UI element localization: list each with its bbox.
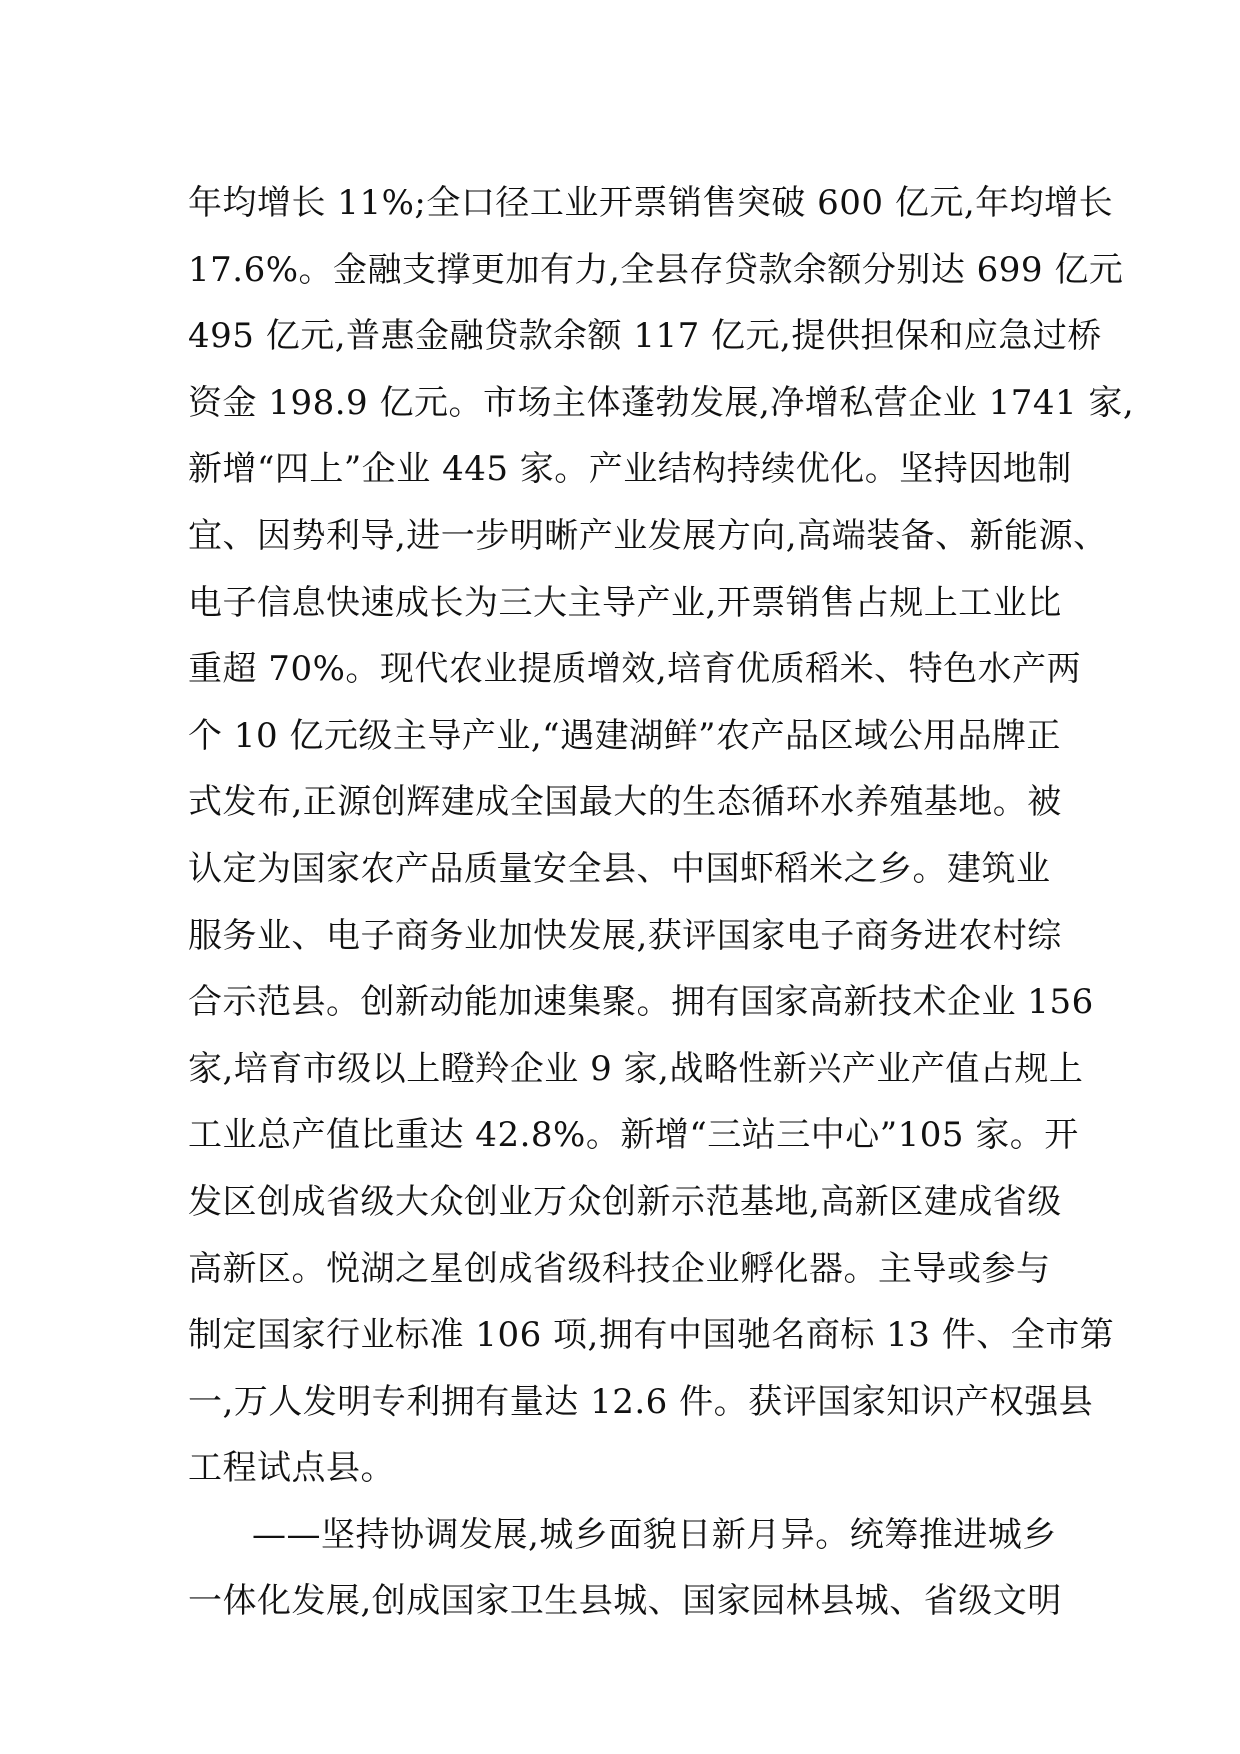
text-line: 新增“四上”企业 445 家。产业结构持续优化。坚持因地制 [188,449,1072,490]
text-line: 式发布,正源创辉建成全国最大的生态循环水养殖基地。被 [188,782,1062,823]
text-line: 宜、因势利导,进一步明晰产业发展方向,高端装备、新能源、 [188,515,1108,556]
text-line: 重超 70%。现代农业提质增效,培育优质稻米、特色水产两 [188,649,1082,690]
text-line: 高新区。悦湖之星创成省级科技企业孵化器。主导或参与 [188,1248,1051,1289]
paragraph-start-line: ——坚持协调发展,城乡面貌日新月异。统筹推进城乡 [252,1514,1057,1555]
text-line: 服务业、电子商务业加快发展,获评国家电子商务进农村综 [188,915,1062,956]
text-line: 制定国家行业标准 106 项,拥有中国驰名商标 13 件、全市第 [188,1315,1115,1356]
text-line: 年均增长 11%;全口径工业开票销售突破 600 亿元,年均增长 [188,183,1114,223]
text-line: 个 10 亿元级主导产业,“遇建湖鲜”农产品区域公用品牌正 [188,715,1061,756]
text-line: 发区创成省级大众创业万众创新示范基地,高新区建成省级 [188,1181,1062,1222]
text-line: 工程试点县。 [188,1448,395,1489]
text-line: 电子信息快速成长为三大主导产业,开票销售占规上工业比 [188,582,1062,623]
text-line: 495 亿元,普惠金融贷款余额 117 亿元,提供担保和应急过桥 [188,316,1102,357]
text-line: 一体化发展,创成国家卫生县城、国家园林县城、省级文明 [188,1581,1062,1622]
text-line: 资金 198.9 亿元。市场主体蓬勃发展,净增私营企业 1741 家, [188,382,1135,423]
text-line: 一,万人发明专利拥有量达 12.6 件。获评国家知识产权强县 [188,1381,1094,1422]
text-line: 工业总产值比重达 42.8%。新增“三站三中心”105 家。开 [188,1115,1079,1156]
text-line: 家,培育市级以上瞪羚企业 9 家,战略性新兴产业产值占规上 [188,1048,1084,1089]
text-line: 17.6%。金融支撑更加有力,全县存贷款余额分别达 699 亿元 [188,249,1124,290]
text-line: 认定为国家农产品质量安全县、中国虾稻米之乡。建筑业 [188,848,1051,889]
body-text [188,170,1135,1635]
text-line: 合示范县。创新动能加速集聚。拥有国家高新技术企业 156 [188,982,1094,1023]
